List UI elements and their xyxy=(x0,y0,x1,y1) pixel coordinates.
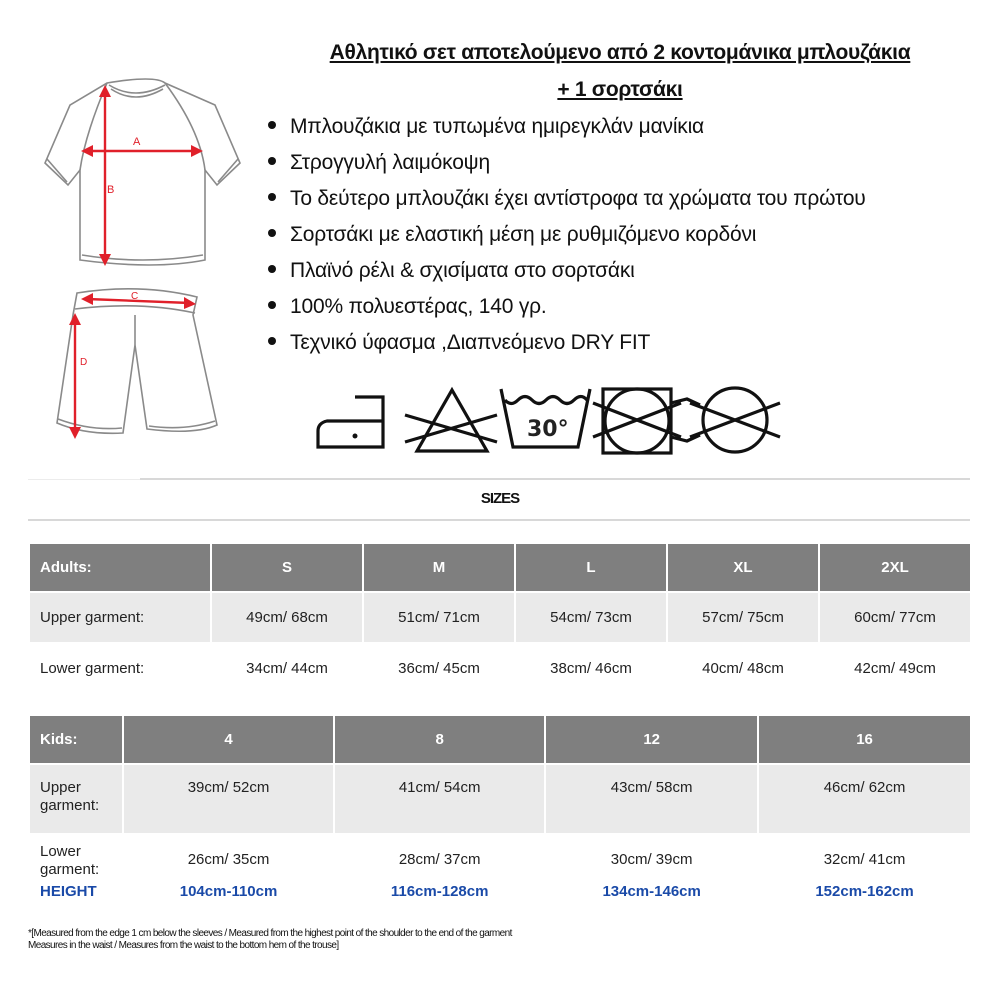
table-header-row xyxy=(30,716,970,765)
table-cell: 42cm/ 49cm xyxy=(854,659,936,677)
footnote-line-1: *[Measured from the edge 1 cm below the sleeves / Measured from the highest point of the shoulder to the end of the garment xyxy=(28,928,512,939)
size-header: 2XL xyxy=(820,544,970,593)
feature-item: Τεχνικό ύφασμα ,Διαπνεόμενο DRY FIT xyxy=(262,328,866,364)
wash-temperature: 30° xyxy=(527,417,569,442)
table-row xyxy=(30,593,970,642)
size-header: 16 xyxy=(759,716,970,765)
row-label: Lower garment: xyxy=(40,843,100,878)
feature-list xyxy=(262,112,866,364)
label-b: B xyxy=(107,184,115,196)
size-header: 12 xyxy=(546,716,757,765)
table-cell: 43cm/ 58cm xyxy=(546,765,757,833)
product-title-line-2: + 1 σορτσάκι xyxy=(557,78,683,101)
table-cell: 30cm/ 39cm xyxy=(610,851,693,868)
feature-item: Σορτσάκι με ελαστική μέση με ρυθμιζόμενο κορδόνι xyxy=(262,220,866,256)
divider xyxy=(28,519,970,521)
table-row xyxy=(30,765,970,833)
feature-item: Το δεύτερο μπλουζάκι έχει αντίστροφα τα χρώματα του πρώτου xyxy=(262,184,866,220)
table-cell: 51cm/ 71cm xyxy=(364,593,514,642)
label-a: A xyxy=(133,136,141,148)
table-cell: 41cm/ 54cm xyxy=(335,765,544,833)
bullet-icon xyxy=(268,193,276,201)
table-cell: 49cm/ 68cm xyxy=(212,593,362,642)
no-bleach-icon xyxy=(405,390,497,451)
height-cell: 134cm-146cm xyxy=(602,883,701,900)
label-d: D xyxy=(80,357,88,368)
kids-size-table xyxy=(28,716,972,909)
height-label: HEIGHT xyxy=(40,883,97,900)
iron-low-icon xyxy=(318,397,383,447)
height-row xyxy=(30,881,970,909)
care-instructions xyxy=(315,385,785,455)
label-c: C xyxy=(131,291,139,302)
feature-item: Πλαϊνό ρέλι & σχισίματα στο σορτσάκι xyxy=(262,256,866,292)
table-cell: 40cm/ 48cm xyxy=(702,659,784,677)
size-header: 8 xyxy=(335,716,544,765)
tshirt-outline-icon xyxy=(45,79,240,265)
table-cell: 60cm/ 77cm xyxy=(820,593,970,642)
table-cell: 57cm/ 75cm xyxy=(668,593,818,642)
table-cell: 32cm/ 41cm xyxy=(823,851,906,868)
product-title-line-1: Αθλητικό σετ αποτελούμενο από 2 κοντομάνικα μπλουζάκια xyxy=(329,41,911,64)
footnote-line-2: Measures in the waist / Measures from the waist to the bottom hem of the trouse] xyxy=(28,940,339,951)
size-header: XL xyxy=(668,544,818,593)
table-row xyxy=(30,642,970,694)
height-cell: 104cm-110cm xyxy=(179,883,278,900)
bullet-icon xyxy=(268,265,276,273)
table-cell: 46cm/ 62cm xyxy=(759,765,970,833)
size-header: 4 xyxy=(124,716,333,765)
shorts-measure-diagram xyxy=(45,285,235,445)
row-label: Lower garment: xyxy=(40,659,145,677)
height-cell: 116cm-128cm xyxy=(390,883,489,900)
table-cell: 34cm/ 44cm xyxy=(246,659,328,677)
feature-item: 100% πολυεστέρας, 140 γρ. xyxy=(262,292,866,328)
adults-size-table xyxy=(28,544,972,694)
feature-item: Στρογγυλή λαιμόκοψη xyxy=(262,148,866,184)
table-cell: 28cm/ 37cm xyxy=(398,851,481,868)
divider xyxy=(28,479,140,480)
measurement-footnote xyxy=(28,928,512,952)
size-header: L xyxy=(516,544,666,593)
bullet-icon xyxy=(268,337,276,345)
tshirt-measure-diagram xyxy=(25,75,245,275)
table-cell: 26cm/ 35cm xyxy=(187,851,270,868)
table-header-row xyxy=(30,544,970,593)
table-row xyxy=(30,833,970,881)
height-cell: 152cm-162cm xyxy=(815,883,914,900)
size-header: S xyxy=(212,544,362,593)
row-label: Upper garment: xyxy=(30,765,122,833)
bullet-icon xyxy=(268,229,276,237)
no-dry-clean-icon xyxy=(690,388,780,452)
table-cell: 39cm/ 52cm xyxy=(124,765,333,833)
table-cell: 54cm/ 73cm xyxy=(516,593,666,642)
table-cell: 38cm/ 46cm xyxy=(550,659,632,677)
bullet-icon xyxy=(268,301,276,309)
size-header: M xyxy=(364,544,514,593)
feature-item: Μπλουζάκια με τυπωμένα ημιρεγκλάν μανίκια xyxy=(262,112,866,148)
bullet-icon xyxy=(268,157,276,165)
adults-header: Adults: xyxy=(30,544,210,593)
no-tumble-dry-icon xyxy=(593,389,700,453)
kids-header: Kids: xyxy=(30,716,122,765)
table-cell: 36cm/ 45cm xyxy=(398,659,480,677)
bullet-icon xyxy=(268,121,276,129)
row-label: Upper garment: xyxy=(30,593,210,642)
divider xyxy=(140,478,970,480)
sizes-heading: SIZES xyxy=(480,490,520,507)
